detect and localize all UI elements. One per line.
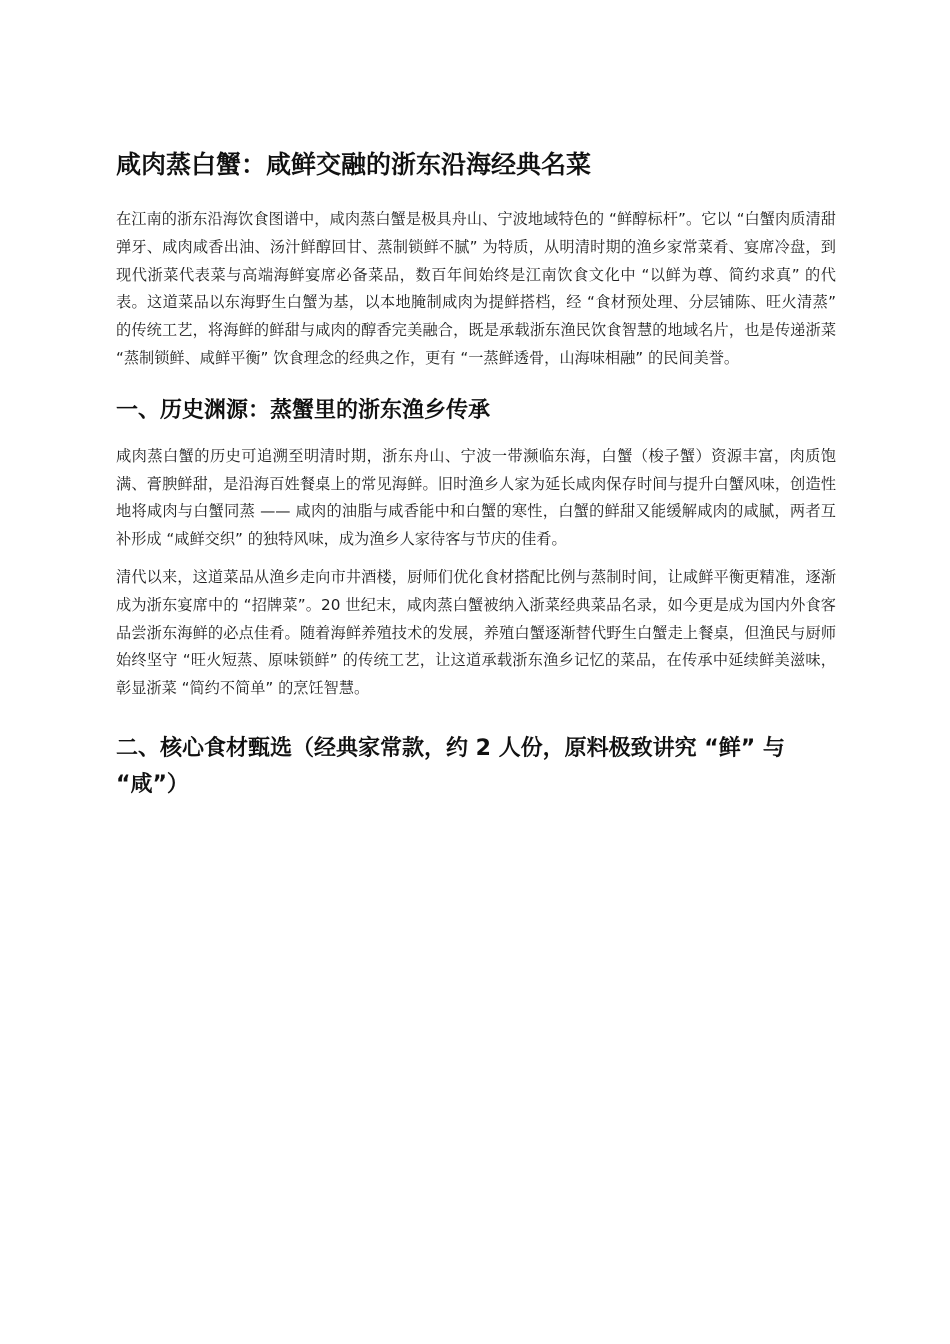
section-heading-history: 一、历史渊源：蒸蟹里的浙东渔乡传承 [116,397,491,423]
document-page [116,146,836,817]
history-paragraph-1: 咸肉蒸白蟹的历史可追溯至明清时期，浙东舟山、宁波一带濒临东海，白蟹（梭子蟹）资源丰富，肉质饱满、膏腴鲜甜，是沿海百姓餐桌上的常见海鲜。旧时渔乡人家为延长咸肉保存时间与提升白蟹风味，创造性地将咸肉与白蟹同蒸 —— 咸肉的油脂与咸香能中和白蟹的寒性，白蟹的鲜甜又能缓解咸肉的咸腻，两者互补形成 “咸鲜交织” 的独特风味，成为渔乡人家待客与节庆的佳肴。 [116,446,836,549]
page-title: 咸肉蒸白蟹：咸鲜交融的浙东沿海经典名菜 [116,150,592,179]
section-heading-ingredients: 二、核心食材甄选（经典家常款，约 2 人份，原料极致讲究 “鲜” 与 “咸”） [116,735,785,797]
intro-paragraph: 在江南的浙东沿海饮食图谱中，咸肉蒸白蟹是极具舟山、宁波地域特色的 “鲜醇标杆”。它以 “白蟹肉质清甜弹牙、咸肉咸香出油、汤汁鲜醇回甘、蒸制锁鲜不腻” 为特质，从明清时期的渔乡家常菜肴、宴席冷盘，到现代浙菜代表菜与高端海鲜宴席必备菜品，数百年间始终是江南饮食文化中 “以鲜为尊、简约求真” 的代表。这道菜品以东海野生白蟹为基，以本地腌制咸肉为提鲜搭档，经 “食材预处理、分层铺陈、旺火清蒸” 的传统工艺，将海鲜的鲜甜与咸肉的醇香完美融合，既是承载浙东渔民饮食智慧的地域名片，也是传递浙菜 “蒸制锁鲜、咸鲜平衡” 饮食理念的经典之作，更有 “一蒸鲜透骨，山海味相融” 的民间美誉。 [116,210,836,367]
history-paragraph-2: 清代以来，这道菜品从渔乡走向市井酒楼，厨师们优化食材搭配比例与蒸制时间，让咸鲜平衡更精准，逐渐成为浙东宴席中的 “招牌菜”。20 世纪末，咸肉蒸白蟹被纳入浙菜经典菜品名录，如今更是成为国内外食客品尝浙东海鲜的必点佳肴。随着海鲜养殖技术的发展，养殖白蟹逐渐替代野生白蟹走上餐桌，但渔民与厨师始终坚守 “旺火短蒸、原味锁鲜” 的传统工艺，让这道承载浙东渔乡记忆的菜品，在传承中延续鲜美滋味，彰显浙菜 “简约不简单” 的烹饪智慧。 [116,567,836,698]
